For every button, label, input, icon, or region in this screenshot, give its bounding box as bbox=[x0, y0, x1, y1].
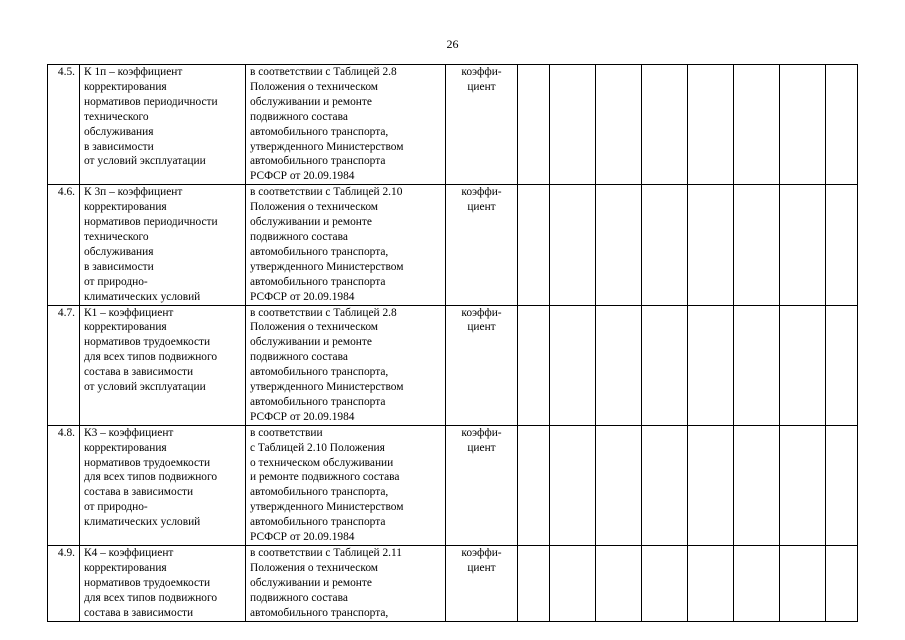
table-row bbox=[48, 185, 858, 305]
value-cell bbox=[780, 65, 826, 185]
indicator-name: К 1п – коэффициент корректирования нормативов периодичности технического обслуживания в зависимости от условий эксплуатации bbox=[80, 65, 246, 185]
value-cell bbox=[550, 546, 596, 622]
value-cell bbox=[596, 305, 642, 425]
value-cell bbox=[826, 546, 858, 622]
row-number: 4.8. bbox=[48, 425, 80, 545]
value-cell bbox=[596, 546, 642, 622]
value-cell bbox=[550, 65, 596, 185]
value-cell bbox=[734, 425, 780, 545]
value-cell bbox=[688, 305, 734, 425]
row-number: 4.9. bbox=[48, 546, 80, 622]
value-cell bbox=[688, 65, 734, 185]
indicator-unit: коэффи- циент bbox=[446, 425, 518, 545]
indicator-source: в соответствии с Таблицей 2.11 Положения о техническом обслуживании и ремонте подвижного состава автомобильного транспорта, bbox=[246, 546, 446, 622]
indicator-source: в соответствии с Таблицей 2.10 Положения о техническом обслуживании и ремонте подвижного состава автомобильного транспорта, утвержденного Министерством автомобильного транспорта РСФСР от 20.09.1984 bbox=[246, 425, 446, 545]
value-cell bbox=[642, 546, 688, 622]
value-cell bbox=[826, 305, 858, 425]
value-cell bbox=[734, 185, 780, 305]
value-cell bbox=[550, 185, 596, 305]
table-row bbox=[48, 425, 858, 545]
value-cell bbox=[596, 425, 642, 545]
indicator-unit: коэффи- циент bbox=[446, 65, 518, 185]
value-cell bbox=[780, 546, 826, 622]
indicator-unit: коэффи- циент bbox=[446, 546, 518, 622]
value-cell bbox=[780, 425, 826, 545]
value-cell bbox=[642, 65, 688, 185]
indicator-source: в соответствии с Таблицей 2.8 Положения о техническом обслуживании и ремонте подвижного состава автомобильного транспорта, утвержденного Министерством автомобильного транспорта РСФСР от 20.09.1984 bbox=[246, 65, 446, 185]
value-cell bbox=[642, 305, 688, 425]
table-row bbox=[48, 65, 858, 185]
value-cell bbox=[780, 185, 826, 305]
value-cell bbox=[734, 546, 780, 622]
value-cell bbox=[518, 65, 550, 185]
row-number: 4.7. bbox=[48, 305, 80, 425]
table-row bbox=[48, 546, 858, 622]
value-cell bbox=[550, 305, 596, 425]
page-number: 26 bbox=[446, 37, 459, 51]
indicator-unit: коэффи- циент bbox=[446, 305, 518, 425]
value-cell bbox=[734, 305, 780, 425]
value-cell bbox=[596, 65, 642, 185]
value-cell bbox=[826, 185, 858, 305]
row-number: 4.5. bbox=[48, 65, 80, 185]
value-cell bbox=[688, 546, 734, 622]
value-cell bbox=[642, 425, 688, 545]
indicator-source: в соответствии с Таблицей 2.8 Положения о техническом обслуживании и ремонте подвижного состава автомобильного транспорта, утвержденного Министерством автомобильного транспорта РСФСР от 20.09.1984 bbox=[246, 305, 446, 425]
value-cell bbox=[596, 185, 642, 305]
table-row bbox=[48, 305, 858, 425]
indicator-unit: коэффи- циент bbox=[446, 185, 518, 305]
value-cell bbox=[688, 425, 734, 545]
value-cell bbox=[518, 185, 550, 305]
value-cell bbox=[688, 185, 734, 305]
value-cell bbox=[518, 546, 550, 622]
value-cell bbox=[642, 185, 688, 305]
value-cell bbox=[550, 425, 596, 545]
indicator-name: К3 – коэффициент корректирования нормативов трудоемкости для всех типов подвижного состава в зависимости от природно- климатических условий bbox=[80, 425, 246, 545]
value-cell bbox=[826, 425, 858, 545]
indicator-source: в соответствии с Таблицей 2.10 Положения о техническом обслуживании и ремонте подвижного состава автомобильного транспорта, утвержденного Министерством автомобильного транспорта РСФСР от 20.09.1984 bbox=[246, 185, 446, 305]
indicator-name: К4 – коэффициент корректирования нормативов трудоемкости для всех типов подвижного состава в зависимости bbox=[80, 546, 246, 622]
value-cell bbox=[518, 305, 550, 425]
value-cell bbox=[734, 65, 780, 185]
indicator-name: К1 – коэффициент корректирования нормативов трудоемкости для всех типов подвижного состава в зависимости от условий эксплуатации bbox=[80, 305, 246, 425]
indicator-name: К 3п – коэффициент корректирования нормативов периодичности технического обслуживания в зависимости от природно- климатических условий bbox=[80, 185, 246, 305]
value-cell bbox=[826, 65, 858, 185]
data-table bbox=[47, 64, 858, 622]
row-number: 4.6. bbox=[48, 185, 80, 305]
value-cell bbox=[780, 305, 826, 425]
value-cell bbox=[518, 425, 550, 545]
